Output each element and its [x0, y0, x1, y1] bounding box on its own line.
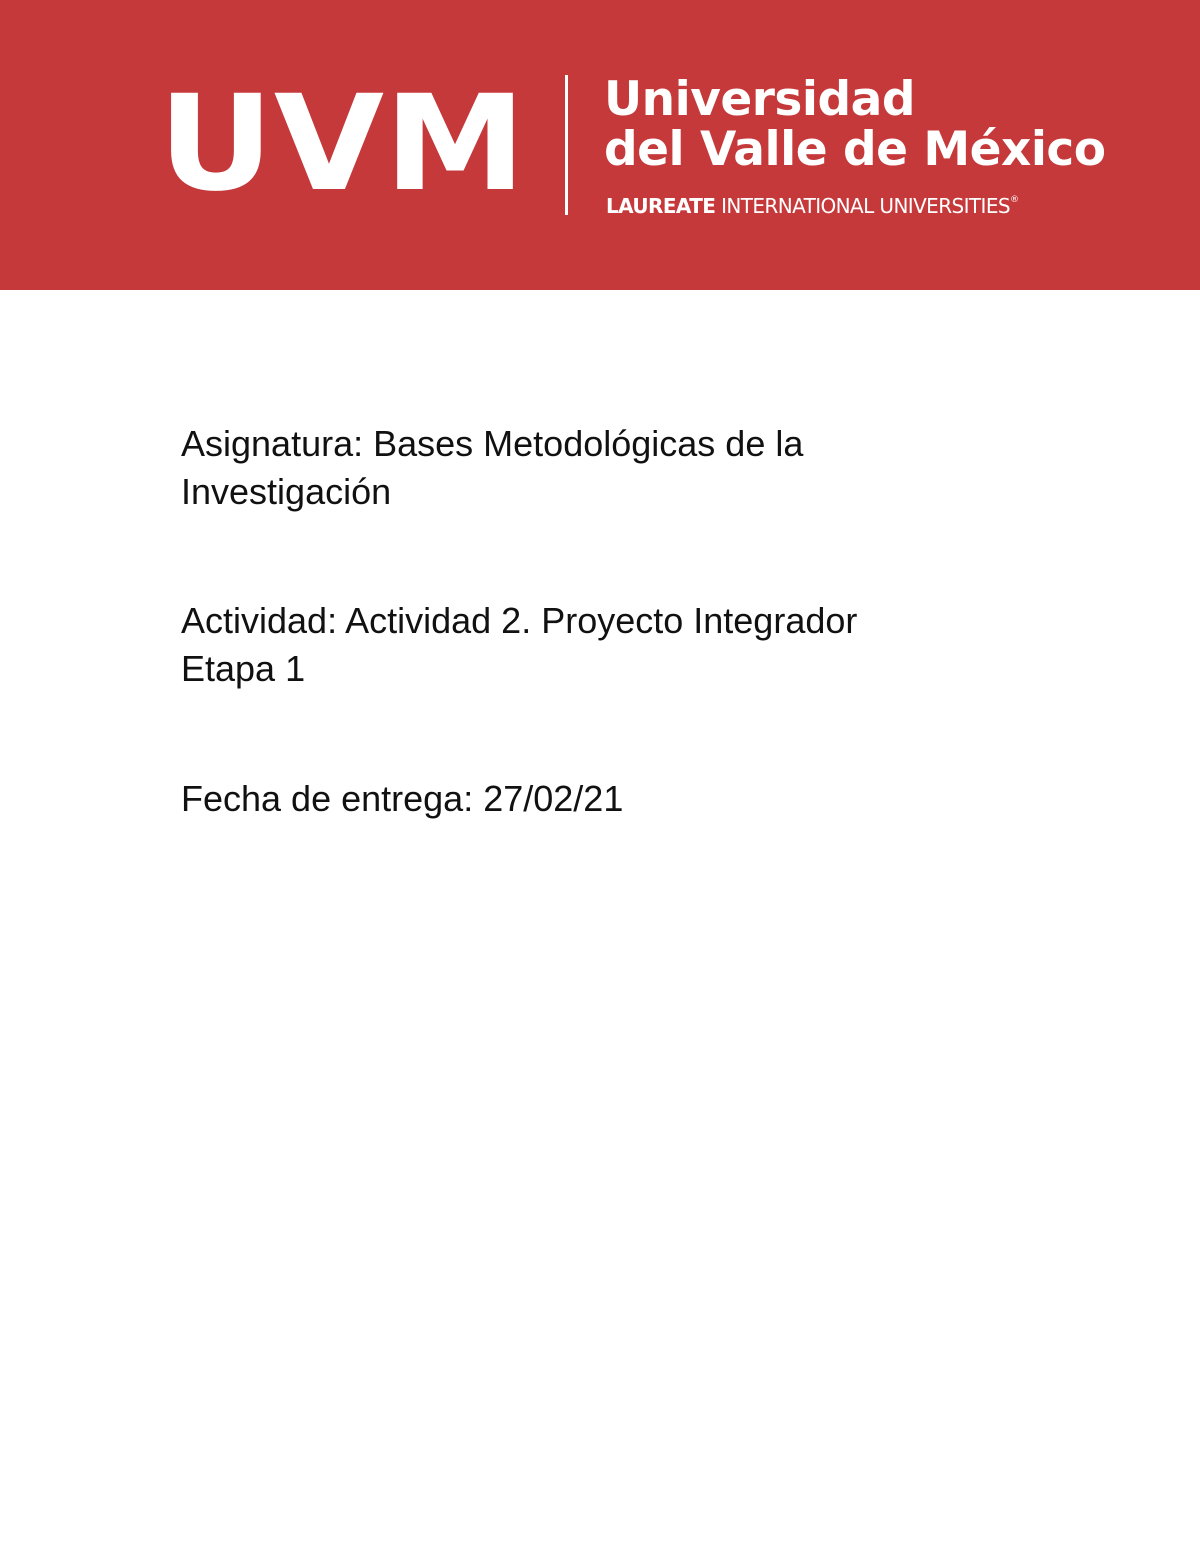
university-name-line-1: Universidad	[604, 72, 916, 127]
laureate-rest-text: INTERNATIONAL UNIVERSITIES	[715, 194, 1010, 218]
fecha-entrega-field	[181, 775, 1001, 823]
header-banner	[0, 0, 1200, 290]
laureate-bold-text: LAUREATE	[606, 194, 716, 218]
university-name-line-2: del Valle de México	[604, 122, 1106, 177]
asignatura-line-2: Investigación	[181, 471, 392, 512]
asignatura-line-1: Asignatura: Bases Metodológicas de la	[181, 423, 804, 464]
actividad-line-1: Actividad: Actividad 2. Proyecto Integrador	[181, 600, 858, 641]
laureate-network-line	[606, 196, 1018, 216]
fecha-entrega-line: Fecha de entrega: 27/02/21	[181, 778, 624, 819]
registered-mark: ®	[1009, 195, 1019, 205]
uvm-logo	[158, 88, 528, 198]
actividad-line-2: Etapa 1	[181, 648, 306, 689]
uvm-logo-text: UVM	[158, 88, 526, 198]
actividad-field	[181, 597, 1001, 693]
logo-divider	[565, 75, 568, 215]
asignatura-field	[181, 420, 1001, 516]
